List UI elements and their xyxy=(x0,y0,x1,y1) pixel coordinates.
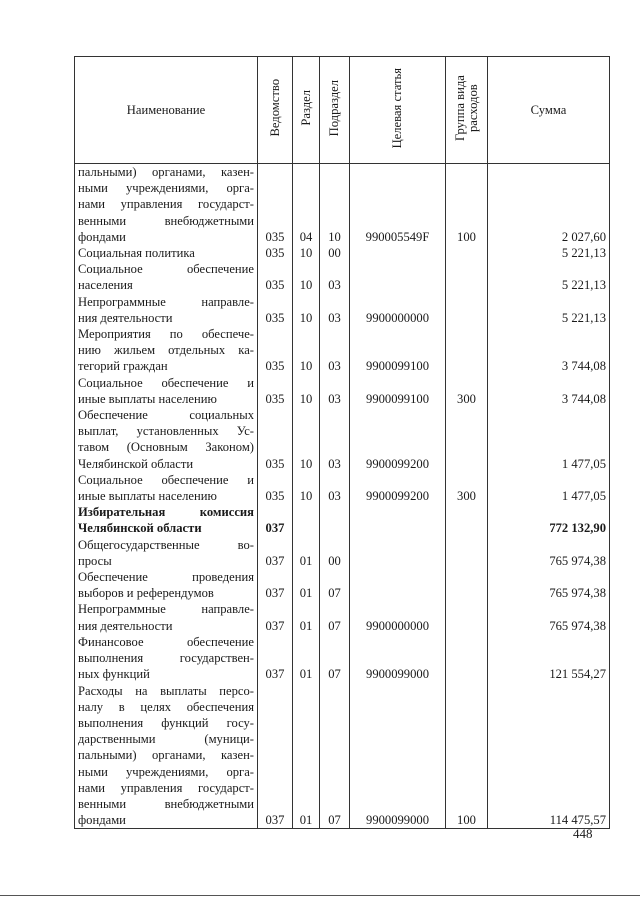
row-department: 037 xyxy=(258,537,293,569)
table-row xyxy=(75,294,610,326)
row-name-line: нами управления государст- xyxy=(78,780,254,795)
row-name-line: ных функций xyxy=(78,667,150,682)
row-target: 9900099100 xyxy=(350,375,446,407)
row-name xyxy=(75,407,258,472)
row-name-line: пальными) органами, казен- xyxy=(78,165,254,179)
row-name-line: Обеспечение проведения xyxy=(78,570,254,585)
row-target: 990005549F xyxy=(350,164,446,246)
table-row xyxy=(75,504,610,536)
row-target xyxy=(350,245,446,261)
row-subsection: 03 xyxy=(320,375,350,407)
row-amount: 5 221,13 xyxy=(488,245,610,261)
row-name xyxy=(75,537,258,569)
row-name-line: Челябинской области xyxy=(78,456,194,471)
row-amount: 765 974,38 xyxy=(488,601,610,633)
row-amount: 1 477,05 xyxy=(488,472,610,504)
row-name-line: Обеспечение социальных xyxy=(78,408,254,423)
row-amount: 5 221,13 xyxy=(488,294,610,326)
row-department: 035 xyxy=(258,261,293,293)
row-section: 10 xyxy=(293,472,320,504)
row-amount: 114 475,57 xyxy=(488,683,610,829)
row-expense-type xyxy=(446,634,488,683)
table-row xyxy=(75,375,610,407)
row-section: 01 xyxy=(293,537,320,569)
row-name xyxy=(75,294,258,326)
row-name xyxy=(75,569,258,601)
row-target: 9900099100 xyxy=(350,326,446,375)
row-amount: 772 132,90 xyxy=(488,504,610,536)
row-amount: 765 974,38 xyxy=(488,537,610,569)
table-row xyxy=(75,601,610,633)
row-name xyxy=(75,375,258,407)
row-name-line: налу в целях обеспечения xyxy=(78,699,254,714)
row-expense-type: 100 xyxy=(446,164,488,246)
header-target: Целевая статья xyxy=(350,57,446,164)
row-target: 9900099200 xyxy=(350,407,446,472)
row-name-line: Непрограммные направле- xyxy=(78,602,254,617)
row-subsection: 10 xyxy=(320,164,350,246)
budget-table xyxy=(74,56,610,829)
row-expense-type xyxy=(446,537,488,569)
row-expense-type xyxy=(446,261,488,293)
row-name xyxy=(75,245,258,261)
row-target xyxy=(350,537,446,569)
row-section: 04 xyxy=(293,164,320,246)
row-name-line: пальными) органами, казен- xyxy=(78,748,254,763)
row-department: 037 xyxy=(258,504,293,536)
row-target xyxy=(350,261,446,293)
row-subsection: 03 xyxy=(320,407,350,472)
table-row xyxy=(75,537,610,569)
row-section: 10 xyxy=(293,326,320,375)
table-row xyxy=(75,407,610,472)
row-name xyxy=(75,634,258,683)
row-name-line: ными учреждениями, орга- xyxy=(78,181,254,196)
row-name-line: Социальное обеспечение и xyxy=(78,375,254,390)
row-department: 037 xyxy=(258,601,293,633)
table-row xyxy=(75,164,610,246)
row-expense-type xyxy=(446,601,488,633)
table-header-row xyxy=(75,57,610,164)
row-target xyxy=(350,569,446,601)
row-name-line: тегорий граждан xyxy=(78,359,168,374)
row-name xyxy=(75,261,258,293)
table-body xyxy=(75,164,610,829)
table-row xyxy=(75,634,610,683)
table-row xyxy=(75,472,610,504)
row-section: 10 xyxy=(293,245,320,261)
row-section: 01 xyxy=(293,601,320,633)
header-subsection: Подраздел xyxy=(320,57,350,164)
bottom-rule xyxy=(0,895,640,896)
row-name xyxy=(75,164,258,246)
row-subsection: 03 xyxy=(320,294,350,326)
header-amount: Сумма xyxy=(488,57,610,164)
row-expense-type: 100 xyxy=(446,683,488,829)
row-name-line: Социальное обеспечение и xyxy=(78,472,254,487)
row-name-line: дарственными (муници- xyxy=(78,732,254,747)
row-name-line: выплат, установленных Ус- xyxy=(78,424,254,439)
row-subsection: 07 xyxy=(320,634,350,683)
row-name-line: венными внебюджетными xyxy=(78,796,254,811)
row-section: 01 xyxy=(293,683,320,829)
row-name xyxy=(75,472,258,504)
row-name-line: ния деятельности xyxy=(78,618,173,633)
row-department: 037 xyxy=(258,634,293,683)
row-name-line: просы xyxy=(78,553,112,568)
row-name xyxy=(75,683,258,829)
row-subsection: 03 xyxy=(320,472,350,504)
row-name-line: выполнения государствен- xyxy=(78,651,254,666)
row-expense-type xyxy=(446,569,488,601)
row-expense-type xyxy=(446,407,488,472)
row-name-line: венными внебюджетными xyxy=(78,213,254,228)
row-target: 9900099200 xyxy=(350,472,446,504)
row-target xyxy=(350,504,446,536)
row-amount: 3 744,08 xyxy=(488,326,610,375)
row-expense-type xyxy=(446,294,488,326)
row-name-line: Челябинской области xyxy=(78,521,202,536)
row-section: 01 xyxy=(293,634,320,683)
row-expense-type xyxy=(446,504,488,536)
row-name xyxy=(75,326,258,375)
row-subsection: 00 xyxy=(320,537,350,569)
row-amount: 1 477,05 xyxy=(488,407,610,472)
row-amount: 3 744,08 xyxy=(488,375,610,407)
row-name-line: ными учреждениями, орга- xyxy=(78,764,254,779)
row-subsection: 07 xyxy=(320,601,350,633)
row-name-line: Социальное обеспечение xyxy=(78,262,254,277)
row-section: 10 xyxy=(293,294,320,326)
row-name-line: иные выплаты населению xyxy=(78,489,217,504)
row-section: 01 xyxy=(293,569,320,601)
table-row xyxy=(75,569,610,601)
row-section: 10 xyxy=(293,261,320,293)
row-name-line: Общегосударственные во- xyxy=(78,537,254,552)
page-number: 448 xyxy=(573,826,593,841)
row-name-line: фондами xyxy=(78,813,126,828)
table-row xyxy=(75,245,610,261)
row-name-line: Расходы на выплаты персо- xyxy=(78,683,254,698)
row-department: 037 xyxy=(258,683,293,829)
row-name-line: нами управления государст- xyxy=(78,197,254,212)
row-department: 035 xyxy=(258,375,293,407)
row-name-line: фондами xyxy=(78,229,126,244)
row-department: 035 xyxy=(258,294,293,326)
row-name-line: выборов и референдумов xyxy=(78,586,214,601)
row-expense-type: 300 xyxy=(446,375,488,407)
row-name-line: Мероприятия по обеспече- xyxy=(78,327,254,342)
row-amount: 2 027,60 xyxy=(488,164,610,246)
row-name-line: Финансовое обеспечение xyxy=(78,634,254,649)
row-name-line: нию жильем отдельных ка- xyxy=(78,343,254,358)
row-name-line: иные выплаты населению xyxy=(78,391,217,406)
row-name xyxy=(75,504,258,536)
row-name xyxy=(75,601,258,633)
row-name-line: выполнения функций госу- xyxy=(78,715,254,730)
row-amount: 5 221,13 xyxy=(488,261,610,293)
row-target: 9900000000 xyxy=(350,294,446,326)
row-target: 9900099000 xyxy=(350,683,446,829)
row-expense-type: 300 xyxy=(446,472,488,504)
row-subsection: 00 xyxy=(320,245,350,261)
row-subsection: 07 xyxy=(320,683,350,829)
row-subsection: 07 xyxy=(320,569,350,601)
row-name-line: тавом (Основным Законом) xyxy=(78,440,254,455)
row-name-line: Избирательная комиссия xyxy=(78,505,254,520)
row-section: 10 xyxy=(293,375,320,407)
row-name-line: ния деятельности xyxy=(78,310,173,325)
row-name-line: населения xyxy=(78,278,133,293)
row-department: 035 xyxy=(258,472,293,504)
row-section: 10 xyxy=(293,407,320,472)
row-department: 035 xyxy=(258,164,293,246)
row-subsection: 03 xyxy=(320,326,350,375)
header-expense-type: Группа вида расходов xyxy=(446,57,488,164)
row-department: 035 xyxy=(258,407,293,472)
row-amount: 121 554,27 xyxy=(488,634,610,683)
row-amount: 765 974,38 xyxy=(488,569,610,601)
row-subsection: 03 xyxy=(320,261,350,293)
row-target: 9900099000 xyxy=(350,634,446,683)
row-section xyxy=(293,504,320,536)
row-expense-type xyxy=(446,245,488,261)
table-row xyxy=(75,683,610,829)
header-section: Раздел xyxy=(293,57,320,164)
row-department: 035 xyxy=(258,245,293,261)
table-row xyxy=(75,326,610,375)
row-target: 9900000000 xyxy=(350,601,446,633)
header-department: Ведомство xyxy=(258,57,293,164)
row-department: 035 xyxy=(258,326,293,375)
row-subsection xyxy=(320,504,350,536)
row-department: 037 xyxy=(258,569,293,601)
row-expense-type xyxy=(446,326,488,375)
row-name-line: Социальная политика xyxy=(78,246,195,261)
header-name: Наименование xyxy=(75,57,258,164)
table-row xyxy=(75,261,610,293)
row-name-line: Непрограммные направле- xyxy=(78,294,254,309)
